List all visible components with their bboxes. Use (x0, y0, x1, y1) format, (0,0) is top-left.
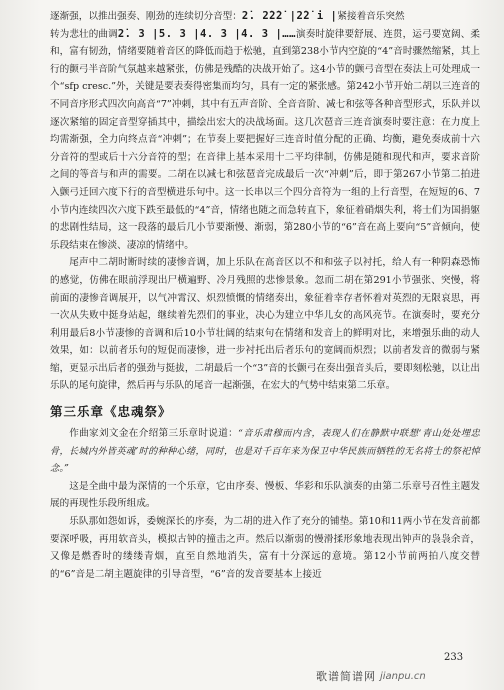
paragraph-4 (50, 425, 480, 478)
watermark (316, 666, 500, 686)
paragraph-1 (50, 8, 480, 26)
paragraph-6: 乐队那如怨如诉，委婉深长的序奏，为二胡的进入作了充分的铺垫。第10和11两小节在发音前都要深呼吸，再用软音头，模拟古钟的撞击之声。然后以渐弱的慢滑揉形象地表现出钟声的袅袅余音，又像是燃香时的缕缕青烟，直至自然地消失，富有十分深远的意境。第12小节前两拍八度交替的“6”音是二胡主题旋律的引导音型，“6”音的发音要基本上接近 (50, 516, 480, 580)
watermark-url: jianpu.cn (380, 670, 426, 682)
paragraph-text: 逐渐强，以推出强奏、刚劲的连续切分音型： (50, 11, 242, 22)
page-body (50, 8, 480, 583)
paragraph-text: 作曲家刘文金在介绍第三乐章时说道： (69, 428, 239, 440)
paragraph-text: 紧接着音乐突然 (337, 11, 405, 22)
watermark-text: 歌谱简谱网 (316, 670, 376, 683)
paragraph-3: 尾声中二胡时断时续的凄惨音调，加上乐队在高音区以不和和弦子以衬托，给人有一种阴森恐怖的感觉，仿佛在眼前浮现出尸横遍野、冷月残照的悲惨景象。忽而二胡在第291小节强张、突慢，将前面的凄惨音调展开，以气冲霄汉、炽烈愤慨的情绪奏出，象征着幸存者怀着对英烈的无限哀思，再一次从失败中挺身站起，继续着先烈们的事业，决心为建立中华儿女的高风亮节。在演奏时，要充分利用最后8小节凄惨的音调和后10小节壮阔的结束句在情绪和发音上的鲜明对比，来增强乐曲的动人效果，如：以前者乐句的短促而凄惨，进一步衬托出后者乐句的宽阔而炽烈；以前者发音的微弱与紧缩，更显示出后者的强劲与挺拔，二胡最后一个“3”音的长颤弓在奏出强音头后，要即刻松驰，以让出乐队的尾句旋律，然后再与乐队的尾音一起渐强，在宏大的气势中结束第二乐章。 (50, 257, 480, 392)
paragraph-5: 这是全曲中最为深情的一个乐章，它由序奏、慢板、华彩和乐队演奏的由第二乐章号召性主题发展的再现性乐段所组成。 (50, 480, 480, 510)
section-heading: 第三乐章《忠魂祭》 (50, 404, 172, 420)
music-notation: 2̇. 3 |5. 3 |4. 3 |4. 3 |…… (117, 27, 296, 40)
paragraph-text: 转为悲壮的曲调 (50, 28, 118, 40)
paragraph-text: 演奏时旋律要舒展、连贯，运弓要宽阔、柔和，富有韧劲，情绪要随着音区的降低而趋于松驰，直到第238小节内空旋的“4”音时骤然缩紧，其上行的颤弓半音阶气氛越来越紧张，仿佛是残酷的决战开始了。这4小节的颤弓音型在奏法上可处理成一个“sfp cresc.”外，关键是要表奏得密集而均匀，具有一定的紧张感。第242小节开始二胡以三连音的不同音序形式四次向高音“7”冲刺，其中有五声音阶、全音音阶、减七和弦等各种音型形式，乐队并以逐次紧缩的固定音型穿插其中，描绘出宏大的决战场面。这几次琶音三连音演奏时要注意：在力度上均需渐强，全力向终点音“冲刺”；在节奏上要把握好三连音时值分配的正确、均衡，避免奏成前十六分音符的型或后十六分音符的型；在音律上基本采用十二平均律制，仿佛是随和现代和声，要求音阶之间的等音与和声的需要。二胡在以减七和弦琶音完成最后一次“冲刺”后，即于第267小节第二拍进入颤弓迁回六度下行的音型横进乐句中。这一长串以三个四分音符为一组的上行音型，在短短的6、7小节内连续四次六度下跌至最低的“4”音，情绪也随之而急转直下，象征着硝烟失利，将士们为国捐躯的悲剧性结局，这一段落的最后几小节要渐慢、渐弱，第280小节的“6”音在高上要向“5”音倾向，使乐段结束在惨淡、凄凉的情绪中。 (50, 28, 480, 251)
paragraph-2 (50, 26, 480, 255)
composer-quote: “音乐肃穆而内含，表现人们在静默中联想‘青山处处埋忠骨，长城内外皆英魂’时的种种心绪，同时，也是对千百年来为保卫中华民族而牺牲的无名将士的祭祀悼念。” (50, 428, 480, 475)
music-notation: 2̇. 2̇2̇2̇ |2̇2̇ i | (241, 10, 338, 22)
page-number: 233 (444, 652, 464, 663)
